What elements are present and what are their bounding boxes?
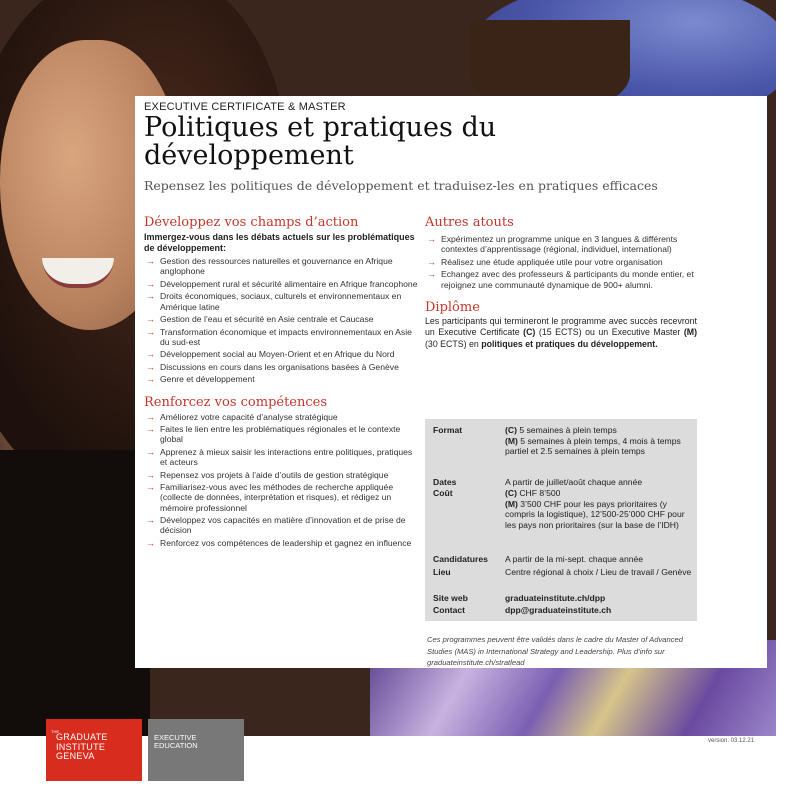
heading-actions: Développez vos champs d’action <box>144 215 359 230</box>
site-link[interactable]: graduateinstitute.ch/dpp <box>505 593 606 603</box>
list-item: → Améliorez votre capacité d’analyse stratégique <box>146 411 338 422</box>
dates-label: Dates <box>433 477 457 487</box>
arrow-icon: → <box>146 361 155 372</box>
site-label: Site web <box>433 593 468 603</box>
left-column <box>144 215 419 550</box>
eyebrow: EXECUTIVE CERTIFICATE & MASTER <box>144 101 346 113</box>
list-item: → Développement rural et sécurité alimentaire en Afrique francophone <box>146 278 418 289</box>
photo-smile <box>42 258 114 288</box>
cout-value: (C) CHF 8’500 (M) 3’500 CHF pour les pays prioritaires (y compris la logistique), 12’500-25’000 CHF pour les pays non prioritaires (sur la base de l’IDH) <box>505 488 685 530</box>
list-item: → Gestion des ressources naturelles et gouvernance en Afrique anglophone <box>146 256 393 277</box>
page-title <box>144 114 704 170</box>
exec-logo-text: EXECUTIVE EDUCATION <box>154 733 198 750</box>
arrow-icon: → <box>146 537 155 548</box>
heading-competences: Renforcez vos compétences <box>144 394 328 410</box>
list-item: → Gestion de l’eau et sécurité en Asie centrale et Caucase <box>146 314 374 325</box>
candidatures-label: Candidatures <box>433 554 488 564</box>
list-item: → Repensez vos projets à l’aide d’outils de gestion stratégique <box>146 469 389 480</box>
arrow-icon: → <box>146 349 155 360</box>
logo-text: GRADUATE INSTITUTE GENEVA <box>56 732 108 761</box>
list-item: → Développement social au Moyen-Orient et en Afrique du Nord <box>146 349 395 360</box>
arrow-icon: → <box>146 411 155 422</box>
arrow-icon: → <box>146 256 155 266</box>
dates-value: A partir de juillet/août chaque année <box>505 477 643 487</box>
format-label: Format <box>433 425 463 435</box>
arrow-icon: → <box>146 424 155 435</box>
list-item: → Apprenez à mieux saisir les interactions entre politiques, pratiques et acteurs <box>146 446 413 468</box>
photo-shirt <box>0 450 150 736</box>
arrow-icon: → <box>427 269 436 280</box>
arrow-icon: → <box>146 515 155 526</box>
version-label: version: 03.12.21 <box>708 738 755 744</box>
arrow-icon: → <box>146 291 155 302</box>
atouts-list <box>425 234 697 290</box>
list-item: → Expérimentez un programme unique en 3 langues & différents contextes d’apprentissage (régional, individuel, international) <box>427 234 678 255</box>
competences-list <box>144 412 419 549</box>
list-item: → Transformation économique et impacts environnementaux en Asie du sud-est <box>146 326 412 347</box>
logo-small-text: THE <box>51 729 59 734</box>
list-item: → Discussions en cours dans les organisations basées à Genève <box>146 361 399 372</box>
actions-list <box>144 256 419 385</box>
lieu-value: Centre régional à choix / Lieu de travail / Genève <box>505 567 692 577</box>
lieu-label: Lieu <box>433 567 451 577</box>
heading-diplome: Diplôme <box>425 299 480 315</box>
arrow-icon: → <box>146 374 155 385</box>
cout-label: Coût <box>433 488 453 498</box>
executive-education-logo[interactable] <box>148 719 244 781</box>
graduate-institute-logo[interactable] <box>46 719 142 781</box>
list-item: → Familiarisez-vous avec les méthodes de recherche appliquée (collecte de données, interprétation et risques), et rédigez un mémoire professionnel <box>146 482 394 513</box>
list-item: → Genre et développement <box>146 374 255 385</box>
arrow-icon: → <box>146 469 155 480</box>
arrow-icon: → <box>146 446 155 457</box>
list-item: → Echangez avec des professeurs & participants du monde entier, et rejoignez une communauté dynamique de 900+ alumni. <box>427 269 694 290</box>
title-line-2: développement <box>144 140 354 171</box>
arrow-icon: → <box>146 278 155 289</box>
right-column <box>425 215 697 350</box>
candidatures-value: A partir de la mi-sept. chaque année <box>505 554 644 564</box>
arrow-icon: → <box>146 326 155 337</box>
arrow-icon: → <box>427 234 436 244</box>
subtitle: Repensez les politiques de développement et traduisez-les en pratiques efficaces <box>144 178 658 193</box>
contact-label: Contact <box>433 605 465 615</box>
list-item: → Renforcez vos compétences de leadership et gagnez en influence <box>146 537 412 548</box>
title-line-1: Politiques et pratiques du <box>144 112 497 143</box>
format-value: (C) 5 semaines à plein temps (M) 5 semaines à plein temps, 4 mois à temps partiel et 2.5 semaines à plein temps <box>505 425 681 456</box>
actions-intro: Immergez-vous dans les débats actuels sur les problématiques de développement: <box>144 232 415 253</box>
heading-atouts: Autres atouts <box>425 215 514 230</box>
arrow-icon: → <box>146 482 155 493</box>
list-item: → Faites le lien entre les problématiques régionales et le contexte global <box>146 424 401 445</box>
mas-note: Ces programmes peuvent être validés dans le cadre du Master of Advanced Studies (MAS) in International Strategy and Leadership. Plus d’info sur graduateinstitute.ch/stratlead <box>427 635 683 667</box>
arrow-icon: → <box>146 314 155 325</box>
list-item: → Développez vos capacités en matière d’innovation et de prise de décision <box>146 515 406 536</box>
arrow-icon: → <box>427 256 436 267</box>
list-item: → Droits économiques, sociaux, culturels et environnementaux en Amérique latine <box>146 291 402 312</box>
contact-email-link[interactable]: dpp@graduateinstitute.ch <box>505 605 612 615</box>
list-item: → Réalisez une étude appliquée utile pour votre organisation <box>427 256 663 267</box>
diplome-text: Les participants qui termineront le programme avec succès recevront un Executive Certificate (C) (15 ECTS) ou un Executive Master (M) (30 ECTS) en politiques et pratiques du développement. <box>425 315 697 349</box>
